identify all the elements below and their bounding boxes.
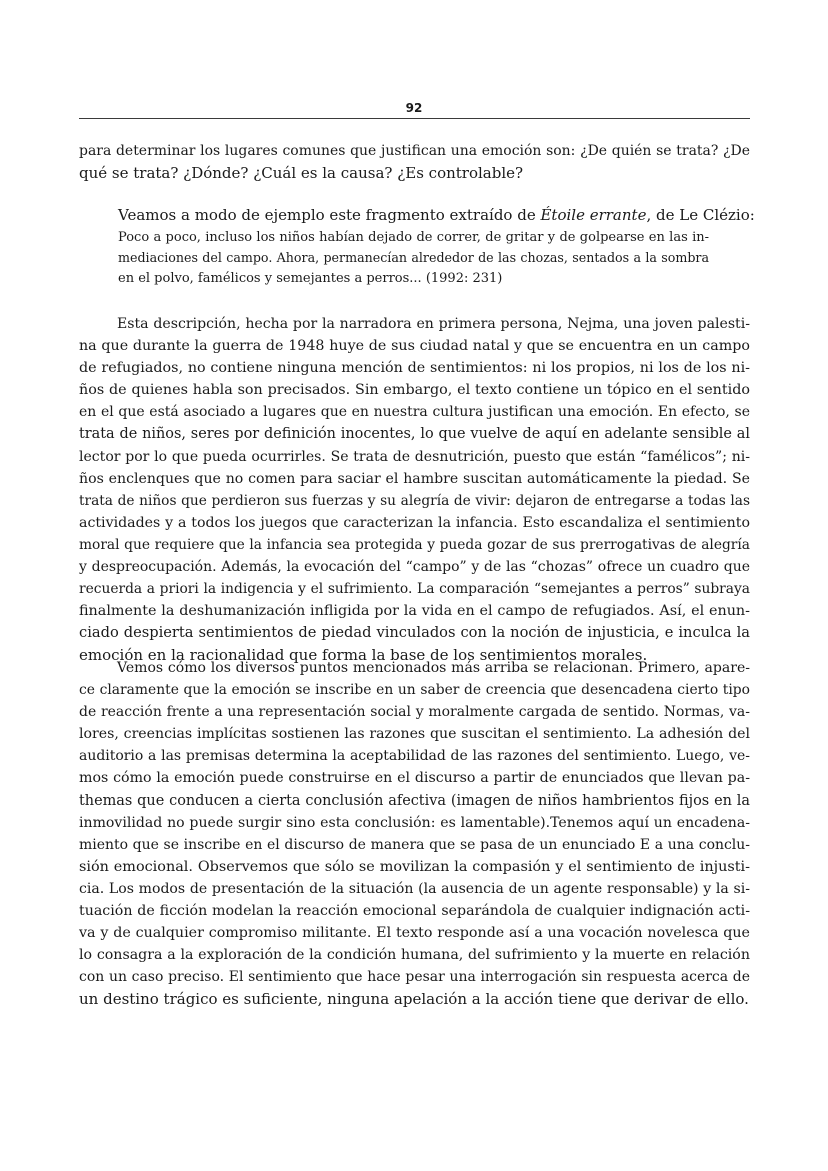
- text-line: tuación de ficción modelan la reacción emocional separándola de cualquier indignación acti-: [79, 903, 750, 920]
- text-line: ciado despierta sentimientos de piedad vinculados con la noción de injusticia, e inculca la: [79, 624, 750, 642]
- text-line: ce claramente que la emoción se inscribe en un saber de creencia que desencadena cierto tipo: [79, 682, 750, 699]
- text-line: Esta descripción, hecha por la narradora en primera persona, Nejma, una joven palesti-: [117, 316, 750, 332]
- text-line: finalmente la deshumanización infligida por la vida en el campo de refugiados. Así, el enun-: [79, 603, 750, 620]
- text-line: miento que se inscribe en el discurso de manera que se pasa de un enunciado E a una conclu-: [79, 836, 750, 853]
- text-line: para determinar los lugares comunes que justifican una emoción son: ¿De quién se trata? ¿De: [79, 143, 750, 159]
- text-line: themas que conducen a cierta conclusión afectiva (imagen de niños hambrientos fijos en la: [79, 792, 750, 809]
- text-line: lores, creencias implícitas sostienen las razones que suscitan el sentimiento. La adhesión del: [79, 726, 750, 743]
- text-line: ños de quienes habla son precisados. Sin embargo, el texto contiene un tópico en el sentido: [79, 382, 750, 399]
- opening-paragraph: [79, 140, 750, 184]
- text-line: de refugiados, no contiene ninguna mención de sentimientos: ni los propios, ni los de los ni-: [79, 360, 750, 377]
- page-number: 92: [405, 101, 423, 115]
- text-line: en el que está asociado a lugares que en nuestra cultura justifican una emoción. En efecto, se: [79, 404, 750, 421]
- text-line: ños enclenques que no comen para saciar el hambre suscitan automáticamente la piedad. Se: [79, 470, 750, 487]
- book-title: Étoile errante: [540, 206, 647, 224]
- text-line: lo consagra a la exploración de la condición humana, del sufrimiento y la muerte en relación: [79, 947, 750, 964]
- text-line: na que durante la guerra de 1948 huye de sus ciudad natal y que se encuentra en un campo: [79, 338, 750, 355]
- text-line: de reacción frente a una representación social y moralmente cargada de sentido. Normas, va-: [79, 704, 750, 721]
- text-line: trata de niños, seres por definición inocentes, lo que vuelve de aquí en adelante sensible al: [79, 426, 750, 443]
- text-line: mos cómo la emoción puede construirse en el discurso a partir de enunciados que llevan pa-: [79, 770, 750, 787]
- text-line: va y de cualquier compromiso militante. El texto responde así a una vocación novelesca que: [79, 925, 750, 942]
- quote-line: mediaciones del campo. Ahora, permanecían alrededor de las chozas, sentados a la sombra: [118, 250, 709, 266]
- block-quote: [118, 228, 709, 289]
- text-line: lector por lo que pueda ocurrirles. Se trata de desnutrición, puesto que están “famélicos”; ni-: [79, 448, 750, 465]
- text-line: sión emocional. Observemos que sólo se movilizan la compasión y el sentimiento de injusti-: [79, 858, 750, 875]
- text-line: Vemos cómo los diversos puntos mencionados más arriba se relacionan. Primero, apare-: [117, 660, 750, 676]
- text-line: actividades y a todos los juegos que caracterizan la infancia. Esto escandaliza el sentimiento: [79, 514, 750, 531]
- paragraph-description: [79, 313, 750, 667]
- text-line: y despreocupación. Además, la evocación del “campo” y de las “chozas” ofrece un cuadro que: [79, 559, 750, 576]
- text-line: cia. Los modos de presentación de la situación (la ausencia de un agente responsable) y la si-: [79, 880, 750, 897]
- text-line: inmovilidad no puede surgir sino esta conclusión: es lamentable).Tenemos aquí un encadena-: [79, 814, 750, 831]
- text-line: auditorio a las premisas determina la aceptabilidad de las razones del sentimiento. Luego, ve-: [79, 748, 750, 765]
- paragraph-analysis: [79, 657, 750, 1011]
- text-line: un destino trágico es suficiente, ninguna apelación a la acción tiene que derivar de ello.: [79, 990, 749, 1009]
- example-intro: [118, 204, 755, 226]
- intro-text-end: , de Le Clézio:: [646, 206, 755, 224]
- text-line: moral que requiere que la infancia sea protegida y pueda gozar de sus prerrogativas de alegría: [79, 536, 750, 553]
- text-line: con un caso preciso. El sentimiento que hace pesar una interrogación sin respuesta acerca de: [79, 969, 750, 986]
- text-line: emoción en la racionalidad que forma la base de los sentimientos morales.: [79, 646, 648, 665]
- header-rule: [79, 118, 750, 119]
- text-line: recuerda a priori la indigencia y el sufrimiento. La comparación “semejantes a perros” subraya: [79, 581, 750, 598]
- quote-line: Poco a poco, incluso los niños habían dejado de correr, de gritar y de golpearse en las in-: [118, 230, 709, 245]
- quote-line: en el polvo, famélicos y semejantes a perros... (1992: 231): [118, 270, 503, 286]
- intro-text: Veamos a modo de ejemplo este fragmento extraído de: [118, 206, 541, 224]
- text-line: qué se trata? ¿Dónde? ¿Cuál es la causa? ¿Es controlable?: [79, 164, 524, 183]
- text-line: trata de niños que perdieron sus fuerzas y su alegría de vivir: dejaron de entregarse a todas las: [79, 492, 750, 509]
